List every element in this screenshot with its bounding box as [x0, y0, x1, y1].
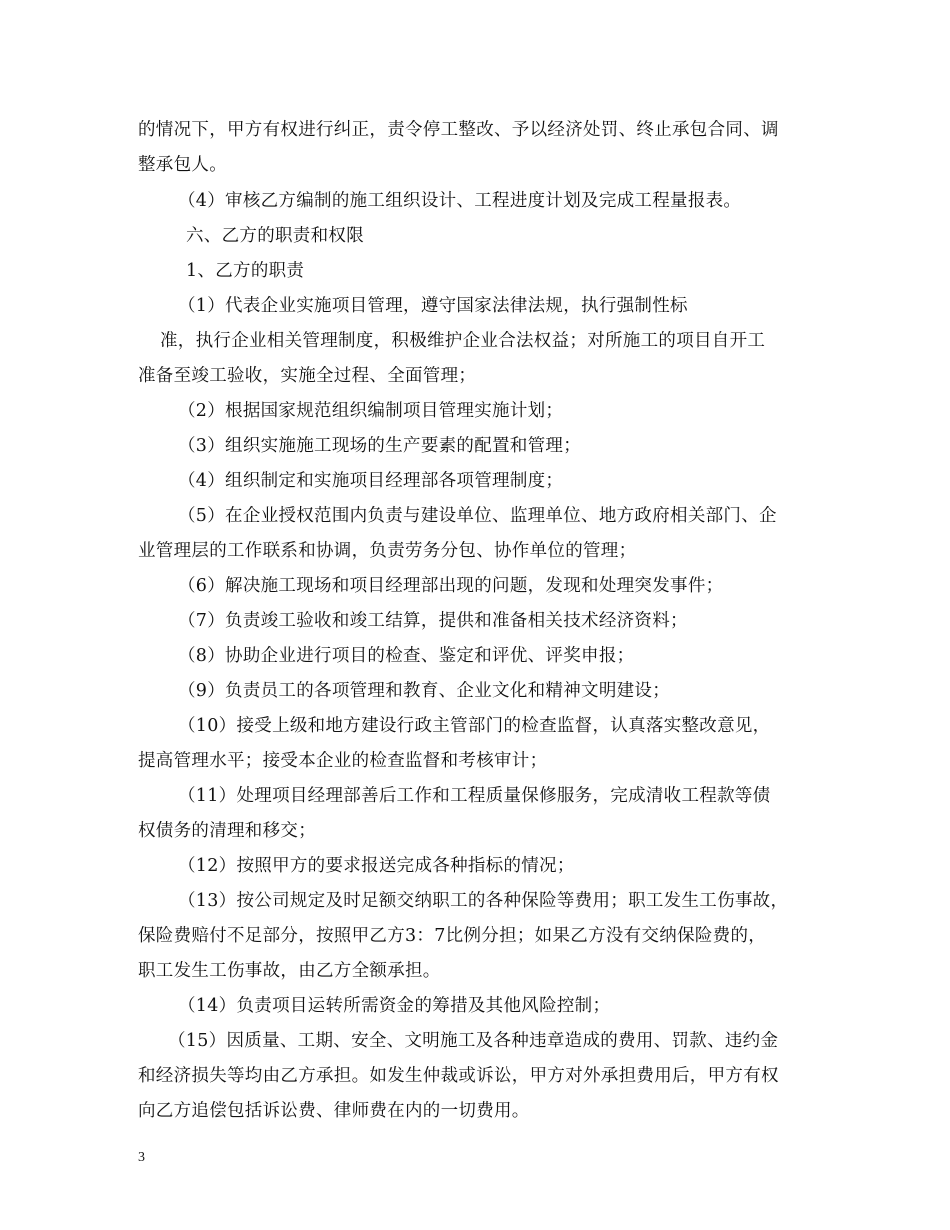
text-line: 保险费赔付不足部分，按照甲乙方3：7比例分担；如果乙方没有交纳保险费的，: [138, 926, 767, 946]
text-line: （13）按公司规定及时足额交纳职工的各种保险等费用；职工发生工伤事故，: [178, 891, 789, 911]
text-line: （5）在企业授权范围内负责与建设单位、监理单位、地方政府相关部门、企: [178, 506, 777, 526]
text-line: （2）根据国家规范组织编制项目管理实施计划；: [178, 401, 564, 421]
text-line: （3）组织实施施工现场的生产要素的配置和管理；: [178, 436, 582, 456]
text-line: 职工发生工伤事故，由乙方全额承担。: [138, 961, 441, 981]
text-line: 向乙方追偿包括诉讼费、律师费在内的一切费用。: [138, 1101, 530, 1121]
text-line: （7）负责竣工验收和竣工结算，提供和准备相关技术经济资料；: [178, 611, 688, 631]
text-line: （8）协助企业进行项目的检查、鉴定和评优、评奖申报；: [178, 646, 635, 666]
text-line: （15）因质量、工期、安全、文明施工及各种违章造成的费用、罚款、违约金: [168, 1031, 779, 1051]
text-line: （11）处理项目经理部善后工作和工程质量保修服务，完成清收工程款等债: [178, 786, 771, 806]
text-line: 准，执行企业相关管理制度，积极维护企业合法权益；对所施工的项目自开工: [160, 331, 766, 351]
text-line: （1）代表企业实施项目管理，遵守国家法律法规，执行强制性标: [178, 296, 688, 316]
text-line: 业管理层的工作联系和协调，负责劳务分包、协作单位的管理；: [138, 541, 637, 561]
text-line: （4）审核乙方编制的施工组织设计、工程进度计划及完成工程量报表。: [178, 191, 742, 211]
page-number: 3: [138, 1150, 145, 1165]
text-line: （10）接受上级和地方建设行政主管部门的检查监督，认真落实整改意见，: [178, 716, 771, 736]
text-line: （9）负责员工的各项管理和教育、企业文化和精神文明建设；: [178, 681, 671, 701]
text-line: 和经济损失等均由乙方承担。如发生仲裁或诉讼，甲方对外承担费用后，甲方有权: [138, 1066, 779, 1086]
text-line: 权债务的清理和移交；: [138, 821, 316, 841]
subsection-heading: 1、乙方的职责: [186, 261, 305, 281]
text-line: （6）解决施工现场和项目经理部出现的问题，发现和处理突发事件；: [178, 576, 724, 596]
text-line: （12）按照甲方的要求报送完成各种指标的情况；: [178, 856, 575, 876]
section-heading: 六、乙方的职责和权限: [186, 226, 364, 246]
text-line: 提高管理水平；接受本企业的检查监督和考核审计；: [138, 751, 548, 771]
text-line: 整承包人。: [138, 155, 227, 175]
text-line: 准备至竣工验收，实施全过程、全面管理；: [138, 366, 477, 386]
text-line: （4）组织制定和实施项目经理部各项管理制度；: [178, 471, 564, 491]
text-line: 的情况下，甲方有权进行纠正，责令停工整改、予以经济处罚、终止承包合同、调: [138, 120, 779, 140]
text-line: （14）负责项目运转所需资金的筹措及其他风险控制；: [178, 996, 611, 1016]
